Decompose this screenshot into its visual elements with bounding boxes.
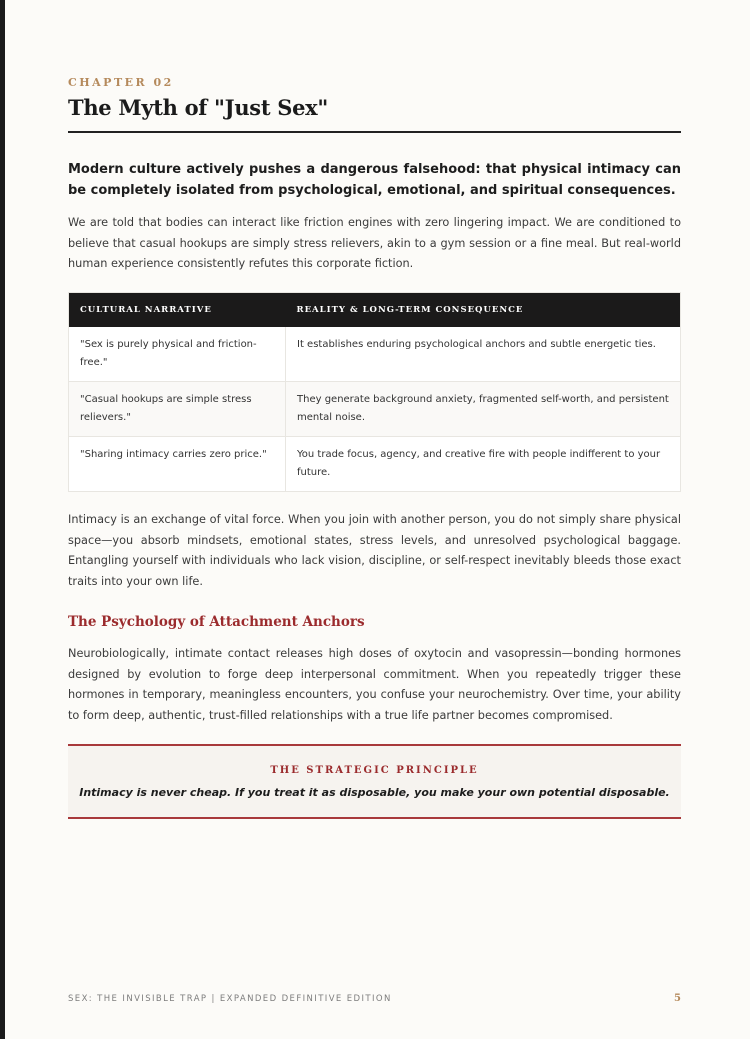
table-header-narrative: CULTURAL NARRATIVE [69, 293, 286, 327]
section-heading: The Psychology of Attachment Anchors [68, 614, 365, 630]
table-cell-reality: It establishes enduring psychological anchors and subtle energetic ties. [286, 327, 681, 382]
table-row [69, 436, 681, 491]
chapter-title: The Myth of "Just Sex" [68, 95, 329, 120]
table-cell-narrative: "Sharing intimacy carries zero price." [69, 436, 286, 491]
lead-paragraph: Modern culture actively pushes a dangerous falsehood: that physical intimacy can be completely isolated from psychological, emotional, and spiritual consequences. [68, 162, 681, 198]
body-paragraph: We are told that bodies can interact like friction engines with zero lingering impact. We are conditioned to believe that casual hookups are simply stress relievers, akin to a gym session or a fine meal. But real-world human experience consistently refutes this corporate fiction. [68, 216, 681, 270]
footer-book-title: SEX: THE INVISIBLE TRAP | EXPANDED DEFINITIVE EDITION [68, 994, 392, 1004]
body-paragraph: Intimacy is an exchange of vital force. When you join with another person, you do not simply share physical space—you absorb mindsets, emotional states, stress levels, and unresolved psychological baggage. Entangling yourself with individuals who lack vision, discipline, or self-respect inevitably bleeds those exact traits into your own life. [68, 513, 681, 588]
body-paragraph: Neurobiologically, intimate contact releases high doses of oxytocin and vasopressin—bonding hormones designed by evolution to forge deep interpersonal commitment. When you repeatedly trigger these hormones in temporary, meaningless encounters, you confuse your neurochemistry. Over time, your ability to form deep, authentic, trust-filled relationships with a true life partner becomes compromised. [68, 647, 681, 722]
table-cell-reality: They generate background anxiety, fragmented self-worth, and persistent mental noise. [286, 381, 681, 436]
table-header-row [69, 293, 681, 327]
title-divider [68, 131, 681, 133]
document-page [5, 0, 750, 1039]
narrative-table [68, 292, 681, 492]
principle-callout [68, 744, 681, 819]
table-cell-narrative: "Casual hookups are simple stress relievers." [69, 381, 286, 436]
callout-text: Intimacy is never cheap. If you treat it as disposable, you make your own potential disposable. [79, 786, 670, 799]
table-cell-reality: You trade focus, agency, and creative fire with people indifferent to your future. [286, 436, 681, 491]
table-row [69, 327, 681, 382]
table-header-reality: REALITY & LONG-TERM CONSEQUENCE [286, 293, 681, 327]
callout-label: THE STRATEGIC PRINCIPLE [270, 765, 479, 776]
table-row [69, 381, 681, 436]
chapter-label: CHAPTER 02 [68, 76, 174, 89]
page-number: 5 [674, 993, 681, 1004]
table-cell-narrative: "Sex is purely physical and friction-free." [69, 327, 286, 382]
